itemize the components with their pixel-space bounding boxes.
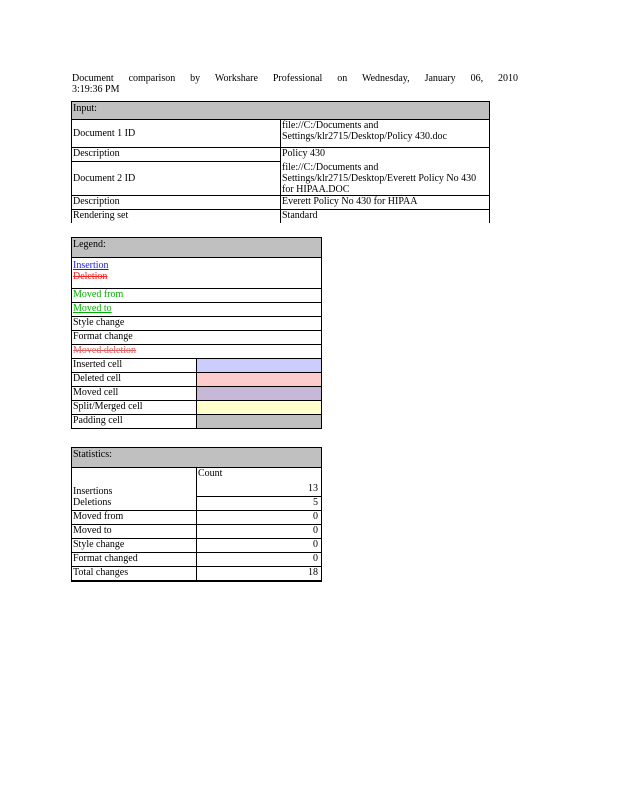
- legend-moved-deletion: Moved deletion: [72, 345, 322, 359]
- stat-value-format-changed: 0: [197, 553, 322, 567]
- legend-padding-cell-label: Padding cell: [72, 415, 197, 429]
- statistics-table: [71, 447, 322, 582]
- legend-moved-from: Moved from: [72, 289, 322, 303]
- header-line2: 3:19:36 PM: [72, 84, 120, 95]
- legend-deletion: Deletion: [73, 271, 108, 282]
- input-table: [71, 101, 490, 223]
- doc1-label: Document 1 ID: [72, 120, 281, 148]
- legend-format-change: Format change: [72, 331, 322, 345]
- stat-value-style-change: 0: [197, 539, 322, 553]
- stat-label-moved-to: Moved to: [72, 525, 197, 539]
- comparison-header: [72, 73, 518, 95]
- statistics-title: Statistics:: [72, 448, 322, 468]
- legend-title: Legend:: [72, 238, 322, 258]
- stat-value-deletions: 5: [197, 497, 322, 511]
- stat-label-moved-from: Moved from: [72, 511, 197, 525]
- stat-label-format-changed: Format changed: [72, 553, 197, 567]
- count-header: Count: [198, 468, 223, 479]
- stat-value-total-changes: 18: [197, 567, 322, 582]
- legend-inserted-cell-swatch: [197, 359, 322, 373]
- legend-insertion: Insertion: [73, 260, 109, 271]
- desc2-label: Description: [72, 195, 281, 209]
- doc2-label: Document 2 ID: [72, 162, 281, 196]
- stat-label-total-changes: Total changes: [72, 567, 197, 582]
- legend-deleted-cell-swatch: [197, 373, 322, 387]
- legend-inserted-cell-label: Inserted cell: [72, 359, 197, 373]
- desc1-value: Policy 430: [281, 148, 490, 162]
- input-title: Input:: [72, 102, 490, 120]
- stat-value-moved-from: 0: [197, 511, 322, 525]
- legend-deleted-cell-label: Deleted cell: [72, 373, 197, 387]
- stat-label-style-change: Style change: [72, 539, 197, 553]
- doc1-value: file://C:/Documents and Settings/klr2715/Desktop/Policy 430.doc: [281, 120, 490, 148]
- render-value: Standard: [281, 209, 490, 223]
- legend-moved-to: Moved to: [72, 303, 322, 317]
- stat-label-insertions: Insertions: [72, 468, 197, 497]
- desc2-value: Everett Policy No 430 for HIPAA: [281, 195, 490, 209]
- render-label: Rendering set: [72, 209, 281, 223]
- stat-value-insertions: 13: [308, 483, 318, 494]
- legend-padding-cell-swatch: [197, 415, 322, 429]
- stat-value-moved-to: 0: [197, 525, 322, 539]
- doc2-value: file://C:/Documents and Settings/klr2715/Desktop/Everett Policy No 430 for HIPAA.DOC: [281, 162, 490, 196]
- legend-moved-cell-swatch: [197, 387, 322, 401]
- legend-split-merged-cell-swatch: [197, 401, 322, 415]
- desc1-label: Description: [72, 148, 281, 162]
- legend-split-merged-cell-label: Split/Merged cell: [72, 401, 197, 415]
- legend-moved-cell-label: Moved cell: [72, 387, 197, 401]
- legend-style-change: Style change: [72, 317, 322, 331]
- stat-label-deletions: Deletions: [72, 497, 197, 511]
- header-line1: Document comparison by Workshare Professional on Wednesday, January 06, 2010: [72, 73, 518, 84]
- legend-table: [71, 237, 322, 429]
